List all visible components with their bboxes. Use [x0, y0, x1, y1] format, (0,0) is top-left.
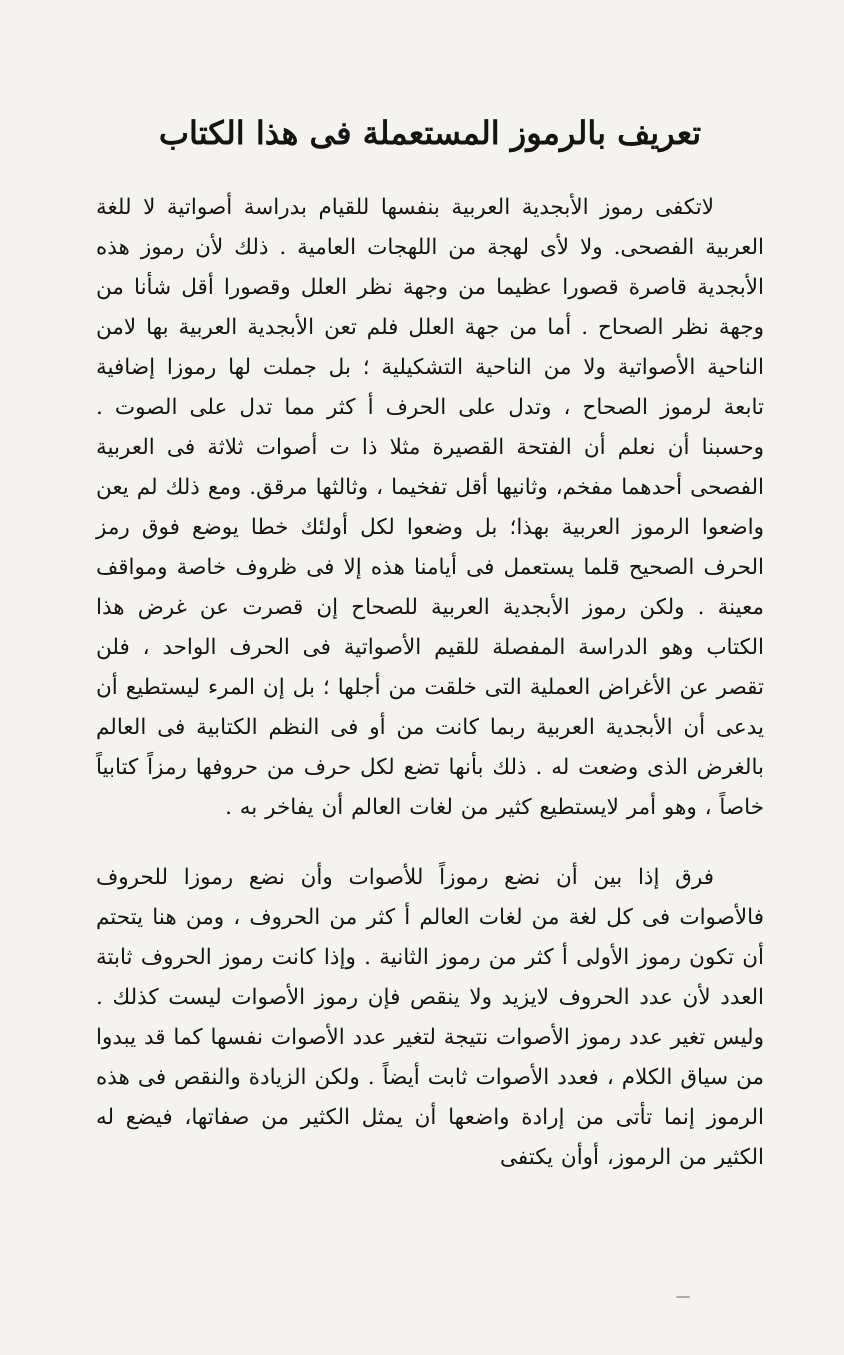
page-mark: [676, 1296, 690, 1298]
paragraph-2: فرق إذا بين أن نضع رموزاً للأصوات وأن نضع رموزا للحروف فالأصوات فى كل لغة من لغات العالم أ كثر من الحروف ، ومن هنا يتحتم أن تكون رموز الأولى أ كثر من رموز الثانية . وإذا كانت رموز الحروف ثابتة العدد لأن عدد الحروف لايزيد ولا ينقص فإن رموز الأصوات ليست كذلك . وليس تغير عدد رموز الأصوات نتيجة لتغير عدد الأصوات نفسها كما قد يبدوا من سياق الكلام ، فعدد الأصوات ثابت أيضاً . ولكن الزيادة والنقص فى هذه الرموز إنما تأتى من إرادة واضعها أن يمثل الكثير من صفاتها، فيضع له الكثير من الرموز، أوأن يكتفى: [96, 865, 764, 1171]
page-title: تعريف بالرموز المستعملة فى هذا الكتاب: [158, 114, 702, 152]
paragraph-1: لاتكفى رموز الأبجدية العربية بنفسها للقيام بدراسة أصواتية لا للغة العربية الفصحى. ولا لأى لهجة من اللهجات العامية . ذلك لأن رموز هذه الأبجدية قاصرة قصورا عظيما من وجهة نظر العلل وقصورا أقل شأنا من وجهة نظر الصحاح . أما من جهة العلل فلم تعن الأبجدية العربية بها لامن الناحية الأصواتية ولا من الناحية التشكيلية ؛ بل جملت لها رموزا إضافية تابعة لرموز الصحاح ، وتدل على الحرف أ كثر مما تدل على الصوت . وحسبنا أن نعلم أن الفتحة القصيرة مثلا ذا ت أصوات ثلاثة فى العربية الفصحى أحدهما مفخم، وثانيها أقل تفخيما ، وثالثها مرقق. ومع ذلك لم يعن واضعوا الرموز العربية بهذا؛ بل وضعوا لكل أولئك خطا يوضع فوق رمز الحرف الصحيح قلما يستعمل فى أيامنا هذه إلا فى ظروف خاصة ومواقف معينة . ولكن رموز الأبجدية العربية للصحاح إن قصرت عن غرض هذا الكتاب وهو الدراسة المفصلة للقيم الأصواتية فى الحرف الواحد ، فلن تقصر عن الأغراض العملية التى خلقت من أجلها ؛ بل إن المرء ليستطيع أن يدعى أن الأبجدية العربية ربما كانت من أو فى النظم الكتابية فى العالم بالغرض الذى وضعت له . ذلك بأنها تضع لكل حرف من حروفها رمزاً كتابياً خاصاً ، وهو أمر لايستطيع كثير من لغات العالم أن يفاخر به .: [96, 195, 764, 821]
